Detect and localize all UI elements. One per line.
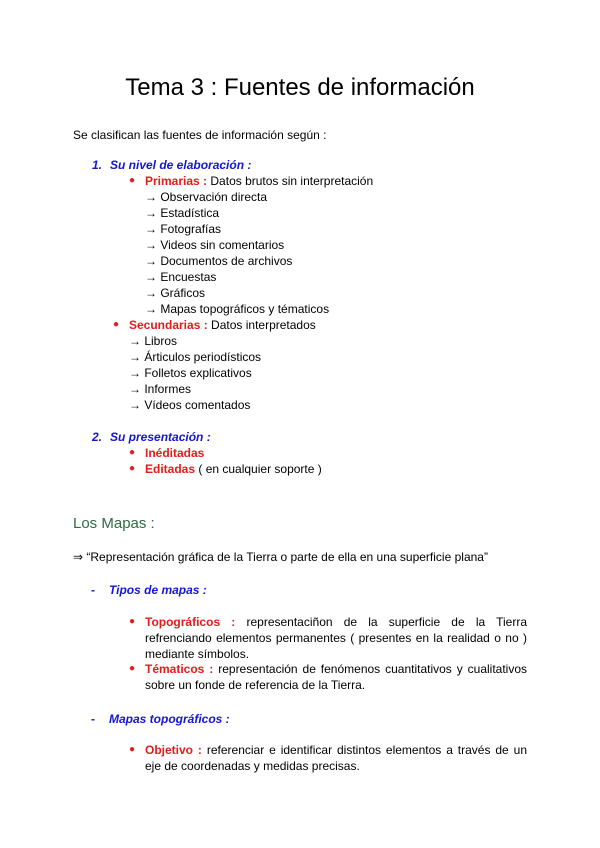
dash-marker: - xyxy=(91,712,95,726)
list-heading-elaboracion: Su nivel de elaboración : xyxy=(110,158,252,172)
editadas-note: ( en cualquier soporte ) xyxy=(198,462,322,476)
bullet-icon: ● xyxy=(113,319,120,330)
secundarias-label: Secundarias : xyxy=(129,318,208,332)
intro-text: Se clasifican las fuentes de información según : xyxy=(73,128,327,142)
tipos-heading: Tipos de mapas : xyxy=(109,583,207,597)
list-subitem: → Informes xyxy=(129,382,192,396)
list-subitem: → Estadística xyxy=(145,206,220,220)
list-item-editadas xyxy=(145,461,322,477)
tematicos-text: representación de fenómenos cuantitativos y cualitativos sobre un fonde de referencia de la Tierra. xyxy=(145,662,528,692)
mapas-topograficos-heading: Mapas topográficos : xyxy=(109,712,230,726)
bullet-icon: ● xyxy=(129,663,136,674)
bullet-icon: ● xyxy=(129,447,136,458)
list-item-primarias xyxy=(145,173,373,189)
bullet-icon: ● xyxy=(129,175,136,186)
topograficos-text: representaciñon de la superficie de la Tierra refrenciando elementos permanentes ( presentes en la realidad o no ) mediante símbolos. xyxy=(145,615,528,661)
objetivo-label: Objetivo : xyxy=(145,743,202,757)
bullet-icon: ● xyxy=(129,463,136,474)
list-number-1: 1. xyxy=(92,158,103,172)
list-item-secundarias xyxy=(129,317,316,333)
list-subitem: → Mapas topográficos y tématicos xyxy=(145,302,330,316)
page-title: Tema 3 : Fuentes de información xyxy=(125,74,475,101)
editadas-label: Editadas xyxy=(145,462,196,476)
list-subitem: → Árticulos periodísticos xyxy=(129,350,262,364)
list-subitem: → Gráficos xyxy=(145,286,206,300)
primarias-label: Primarias : xyxy=(145,174,208,188)
list-subitem: → Libros xyxy=(129,334,178,348)
list-heading-presentacion: Su presentación : xyxy=(110,430,211,444)
tematicos-label: Tématicos : xyxy=(145,662,214,676)
objetivo-text: referenciar e identificar distintos elementos a través de un eje de coordenadas y medidas precisas. xyxy=(145,743,527,773)
list-subitem: → Videos sin comentarios xyxy=(145,238,285,252)
dash-marker: - xyxy=(91,583,95,597)
primarias-desc: Datos brutos sin interpretación xyxy=(210,174,374,188)
list-subitem: → Observación directa xyxy=(145,190,268,204)
ineditadas-label: Inéditadas xyxy=(145,446,205,460)
tematicos-paragraph xyxy=(145,661,527,693)
bullet-icon: ● xyxy=(129,616,136,627)
list-subitem: → Documentos de archivos xyxy=(145,254,293,268)
topograficos-paragraph xyxy=(145,614,527,662)
topograficos-label: Topográficos : xyxy=(145,615,236,629)
bullet-icon: ● xyxy=(129,744,136,755)
list-number-2: 2. xyxy=(92,430,103,444)
objetivo-paragraph xyxy=(145,742,527,774)
list-subitem: → Vídeos comentados xyxy=(129,398,251,412)
mapas-definition: ⇒ “Representación gráfica de la Tierra o parte de ella en una superficie plana” xyxy=(73,550,488,564)
list-subitem: → Encuestas xyxy=(145,270,217,284)
list-subitem: → Folletos explicativos xyxy=(129,366,252,380)
list-subitem: → Fotografías xyxy=(145,222,222,236)
section-heading-mapas: Los Mapas : xyxy=(73,515,155,532)
secundarias-desc: Datos interpretados xyxy=(211,318,316,332)
